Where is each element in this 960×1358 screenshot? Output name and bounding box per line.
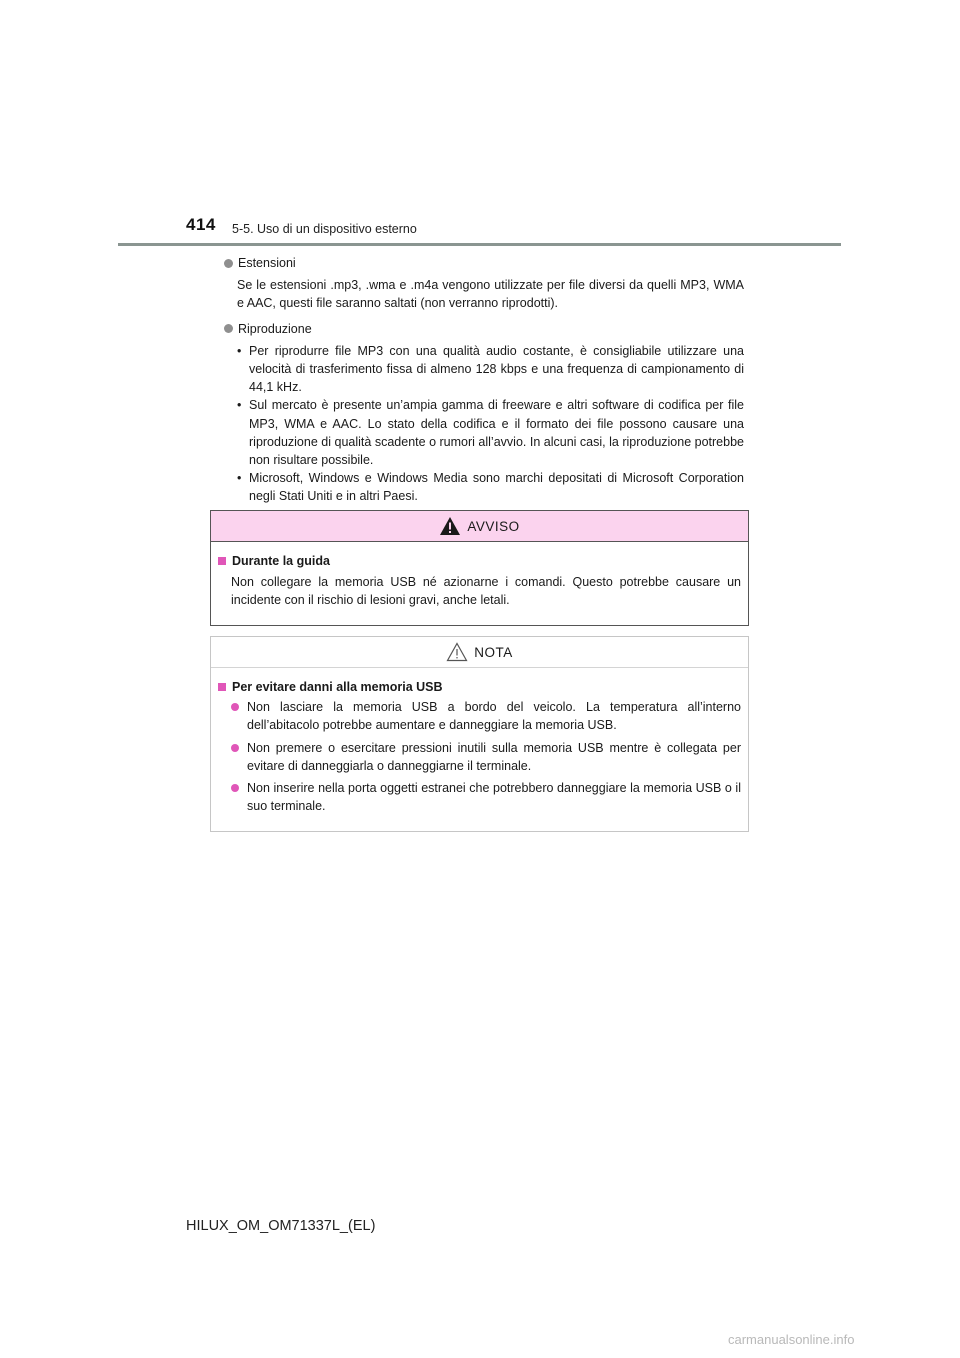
extensions-heading: Estensioni [238,256,296,270]
page-header [0,0,960,260]
warning-header [211,511,748,542]
section-title: 5-5. Uso di un dispositivo esterno [232,222,417,236]
list-item [231,779,741,815]
list-item [231,698,741,734]
main-content [224,254,744,506]
caution-triangle-icon [446,642,468,662]
playback-heading: Riproduzione [238,321,312,336]
note-title-row [218,678,741,696]
note-list [231,698,741,815]
extensions-text: Se le estensioni .mp3, .wma e .m4a vengono utilizzate per file diversi da quelli MP3, WMA e AAC, questi file saranno saltati (non verranno riprodotti). [237,278,744,311]
list-item: • Sul mercato è presente un’ampia gamma di freeware e altri software di codifica per file MP3, WMA e AAC. Lo stato della codifica e il formato dei file possono causare una riproduzione di qualità scadente o rumori all’avvio. In alcuni casi, la riproduzione potrebbe non risultare possibile. [237,396,744,469]
square-bullet-icon [218,557,226,565]
pink-dot-icon [231,703,239,711]
list-item [231,739,741,775]
warning-label: AVVISO [467,518,520,534]
watermark-text: carmanualsonline.info [728,1332,855,1347]
warning-body [211,542,748,622]
note-title: Per evitare danni alla memoria USB [232,680,443,694]
note-body [211,668,748,831]
warning-title: Durante la guida [232,554,330,568]
list-item: • Per riprodurre file MP3 con una qualità audio costante, è consigliabile utilizzare una velocità di trasferimento fissa di almeno 128 kbps e una frequenza di campionamento di 44,1 kHz. [237,342,744,397]
playback-heading-row [224,320,744,338]
note-item-text: Non lasciare la memoria USB a bordo del veicolo. La temperatura all’interno dell’abitacolo potrebbe aumentare e danneggiare la memoria USB. [247,700,741,733]
extensions-heading-row [224,254,744,272]
warning-text: Non collegare la memoria USB né azionarne i comandi. Questo potrebbe causare un incidente con il rischio di lesioni gravi, anche letali. [231,575,741,608]
bullet-dot-icon [224,259,233,268]
square-bullet-icon [218,683,226,691]
warning-box [210,510,749,626]
warning-title-row [218,552,741,570]
list-item: • Microsoft, Windows e Windows Media sono marchi depositati di Microsoft Corporation negli Stati Uniti e in altri Paesi. [237,469,744,505]
pink-dot-icon [231,744,239,752]
pink-dot-icon [231,784,239,792]
note-box [210,636,749,832]
document-code: HILUX_OM_OM71337L_(EL) [186,1218,376,1234]
note-label: NOTA [474,644,513,660]
bullet-dot-icon [224,324,233,333]
playback-list [237,342,744,506]
note-header [211,637,748,668]
page-number: 414 [186,215,216,234]
note-item-text: Non inserire nella porta oggetti estranei che potrebbero danneggiare la memoria USB o il suo terminale. [247,781,741,814]
warning-triangle-icon [439,516,461,536]
header-divider [118,243,841,246]
note-item-text: Non premere o esercitare pressioni inutili sulla memoria USB mentre è collegata per evitare di danneggiarla o danneggiarne il terminale. [247,740,741,773]
